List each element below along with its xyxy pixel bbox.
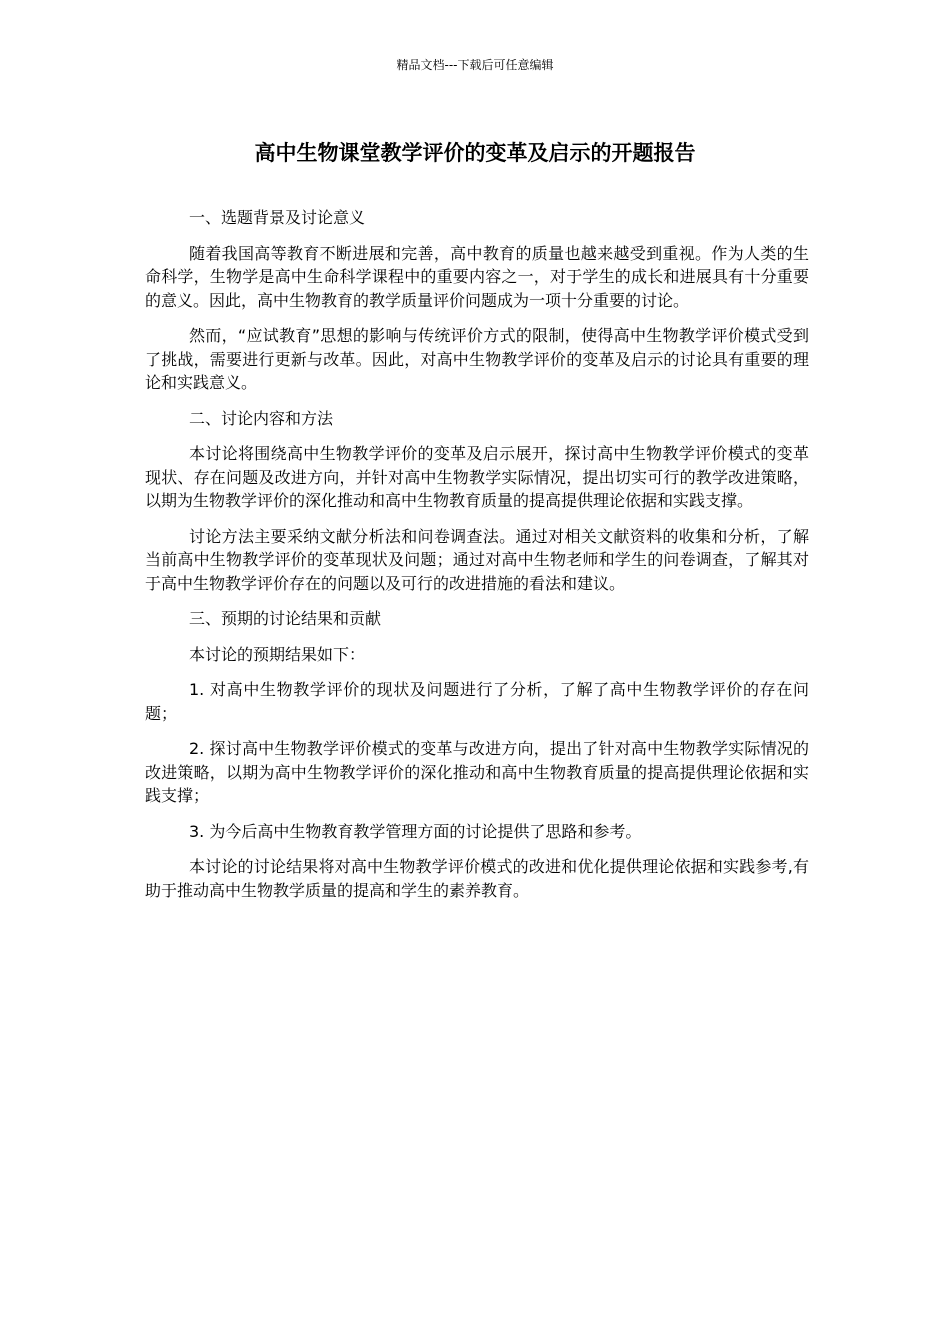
list-item: 3. 为今后高中生物教育教学管理方面的讨论提供了思路和参考。 <box>189 821 642 841</box>
document-title: 高中生物课堂教学评价的变革及启示的开题报告 <box>254 141 696 165</box>
paragraph: 讨论方法主要采纳文献分析法和问卷调查法。通过对相关文献资料的收集和分析，了解当前高中生物教学评价的变革现状及问题；通过对高中生物老师和学生的问卷调查，了解其对于高中生物教学评价存在的问题以及可行的改进措施的看法和建议。 <box>145 526 809 593</box>
paragraph: 然而，“应试教育”思想的影响与传统评价方式的限制，使得高中生物教学评价模式受到了挑战，需要进行更新与改革。因此，对高中生物教学评价的变革及启示的讨论具有重要的理论和实践意义。 <box>145 326 809 392</box>
section-heading: 二、讨论内容和方法 <box>189 408 334 428</box>
header-note: 精品文档---下载后可任意编辑 <box>396 58 554 72</box>
section-heading: 三、预期的讨论结果和贡献 <box>189 609 382 628</box>
document-body <box>145 206 809 914</box>
paragraph: 本讨论将围绕高中生物教学评价的变革及启示展开，探讨高中生物教学评价模式的变革现状、存在问题及改进方向，并针对高中生物教学实际情况，提出切实可行的教学改进策略，以期为生物教学评价的深化推动和高中生物教育质量的提高提供理论依据和实践支撑。 <box>145 444 809 510</box>
paragraph: 随着我国高等教育不断进展和完善，高中教育的质量也越来越受到重视。作为人类的生命科学，生物学是高中生命科学课程中的重要内容之一，对于学生的成长和进展具有十分重要的意义。因此，高中生物教育的教学质量评价问题成为一项十分重要的讨论。 <box>145 243 809 310</box>
paragraph: 本讨论的讨论结果将对高中生物教学评价模式的改进和优化提供理论依据和实践参考,有助于推动高中生物教学质量的提高和学生的素养教育。 <box>145 857 809 900</box>
paragraph: 本讨论的预期结果如下： <box>189 644 366 664</box>
section-heading: 一、选题背景及讨论意义 <box>189 208 366 227</box>
list-item: 2. 探讨高中生物教学评价模式的变革与改进方向，提出了针对高中生物教学实际情况的改进策略，以期为高中生物教学评价的深化推动和高中生物教育质量的提高提供理论依据和实践支撑； <box>145 739 809 805</box>
list-item: 1. 对高中生物教学评价的现状及问题进行了分析，了解了高中生物教学评价的存在问题； <box>145 680 809 723</box>
